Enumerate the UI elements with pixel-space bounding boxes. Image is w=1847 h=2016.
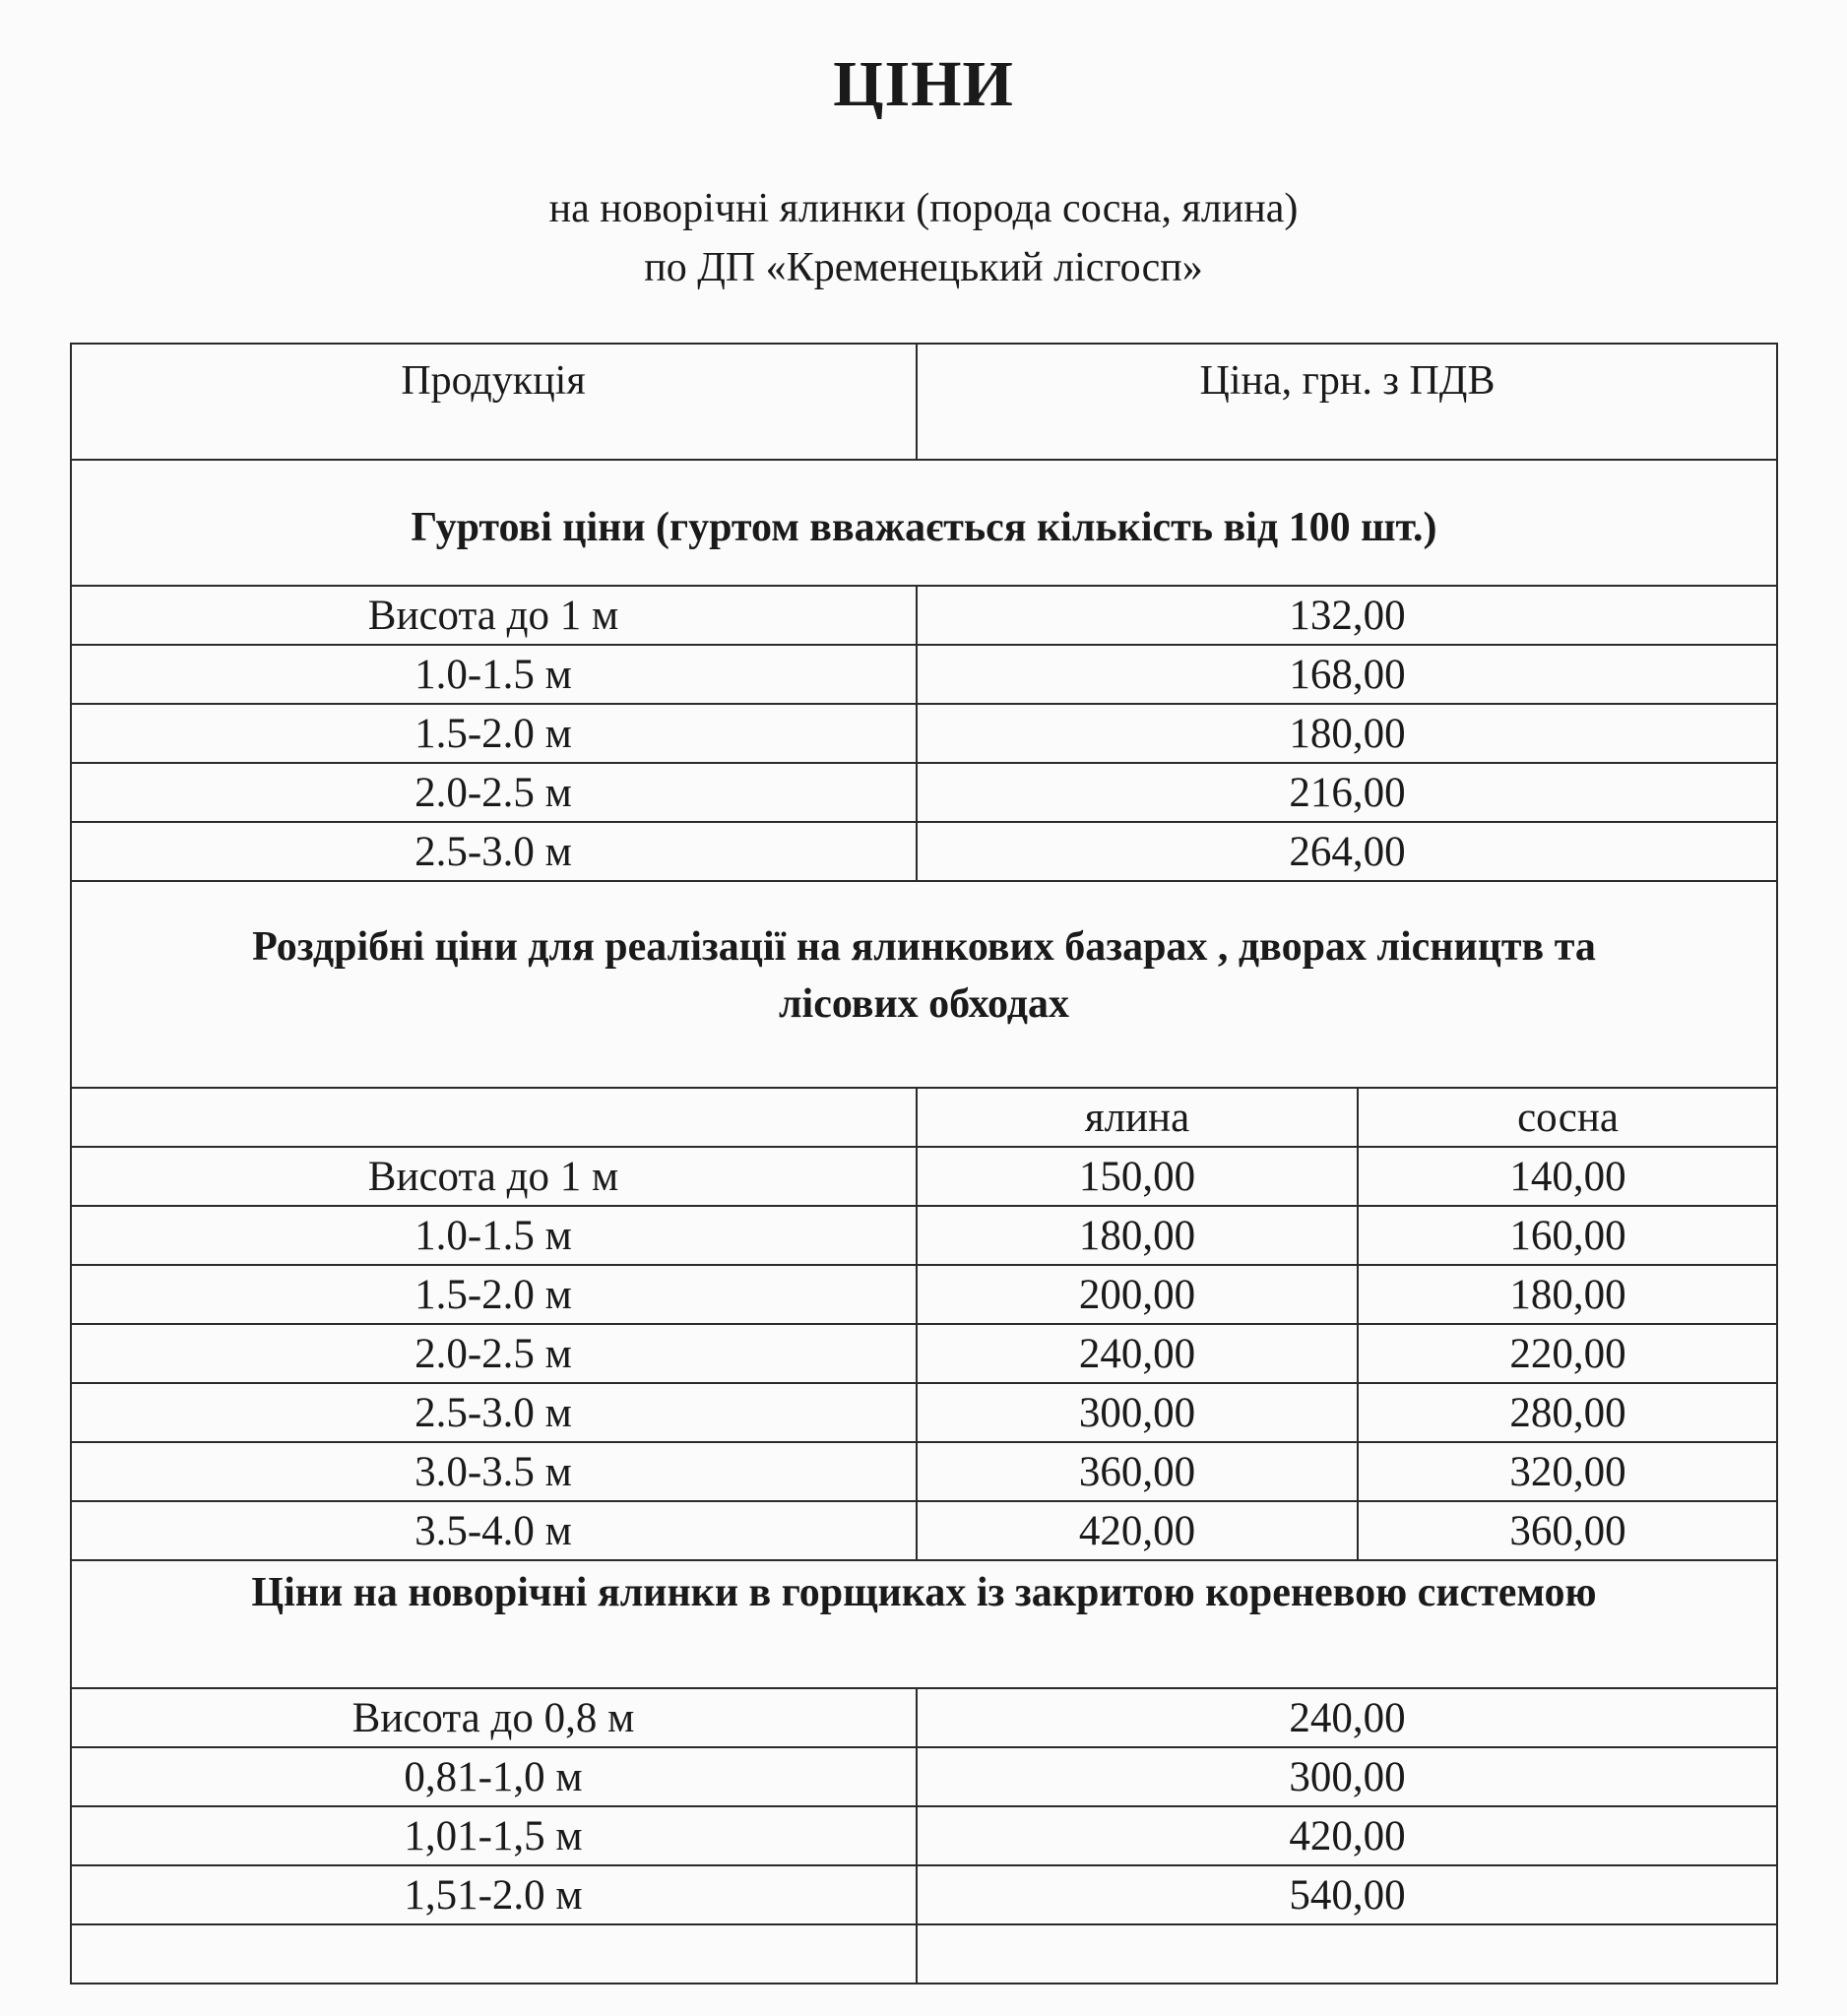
potted-height: Висота до 0,8 м — [351, 1694, 635, 1741]
potted-section-title: Ціни на новорічні ялинки в горщиках із закритою кореневою системою — [251, 1570, 1597, 1615]
potted-height: 1,51-2.0 м — [404, 1871, 583, 1919]
price-table — [70, 343, 1778, 1984]
retail-pine-price: 220,00 — [1509, 1330, 1626, 1377]
retail-spruce-price: 150,00 — [1078, 1153, 1196, 1200]
retail-spruce-price: 200,00 — [1078, 1271, 1196, 1318]
wholesale-price: 264,00 — [1289, 828, 1406, 875]
potted-price: 300,00 — [1289, 1753, 1406, 1800]
retail-pine-price: 280,00 — [1509, 1389, 1626, 1436]
retail-height: 1.5-2.0 м — [414, 1271, 572, 1318]
potted-price: 540,00 — [1289, 1871, 1406, 1919]
wholesale-height: Висота до 1 м — [367, 592, 619, 639]
retail-height: 2.0-2.5 м — [414, 1330, 572, 1377]
table-border-bottom — [70, 1983, 1778, 1984]
retail-height: Висота до 1 м — [367, 1153, 619, 1200]
subtitle-line-1: на новорічні ялинки (порода сосна, ялина) — [548, 186, 1299, 231]
retail-height: 2.5-3.0 м — [414, 1389, 572, 1436]
retail-spruce-price: 360,00 — [1078, 1448, 1196, 1495]
retail-pine-price: 140,00 — [1509, 1153, 1626, 1200]
retail-height: 3.0-3.5 м — [414, 1448, 572, 1495]
retail-pine-price: 180,00 — [1509, 1271, 1626, 1318]
column-pine: сосна — [1517, 1094, 1619, 1141]
wholesale-height: 1.5-2.0 м — [414, 710, 572, 757]
retail-pine-price: 360,00 — [1509, 1507, 1626, 1554]
wholesale-height: 1.0-1.5 м — [414, 651, 572, 698]
retail-pine-price: 320,00 — [1509, 1448, 1626, 1495]
row-divider — [70, 880, 1778, 882]
row-divider — [70, 1923, 1778, 1925]
wholesale-price: 180,00 — [1289, 710, 1406, 757]
retail-spruce-price: 300,00 — [1078, 1389, 1196, 1436]
retail-pine-price: 160,00 — [1509, 1212, 1626, 1259]
potted-price: 240,00 — [1289, 1694, 1406, 1741]
retail-height: 3.5-4.0 м — [414, 1507, 572, 1554]
retail-section-title-line-1: Роздрібні ціни для реалізації на ялинкових базарах , дворах лісництв та — [252, 924, 1596, 970]
header-product: Продукція — [401, 358, 586, 404]
potted-height: 1,01-1,5 м — [404, 1812, 583, 1859]
row-divider — [70, 1559, 1778, 1561]
wholesale-price: 132,00 — [1289, 592, 1406, 639]
potted-height: 0,81-1,0 м — [404, 1753, 583, 1800]
potted-price: 420,00 — [1289, 1812, 1406, 1859]
wholesale-price: 216,00 — [1289, 769, 1406, 816]
row-divider — [70, 459, 1778, 461]
header-price: Ціна, грн. з ПДВ — [1199, 358, 1496, 404]
wholesale-height: 2.0-2.5 м — [414, 769, 572, 816]
retail-spruce-price: 180,00 — [1078, 1212, 1196, 1259]
subtitle-line-2: по ДП «Кременецький лісгосп» — [644, 245, 1203, 290]
column-spruce: ялина — [1084, 1094, 1190, 1141]
wholesale-price: 168,00 — [1289, 651, 1406, 698]
page-title: ЦІНИ — [833, 48, 1014, 120]
retail-section-title-line-2: лісових обходах — [778, 981, 1070, 1027]
retail-height: 1.0-1.5 м — [414, 1212, 572, 1259]
wholesale-height: 2.5-3.0 м — [414, 828, 572, 875]
wholesale-section-title: Гуртові ціни (гуртом вважається кількість від 100 шт.) — [411, 505, 1437, 550]
retail-spruce-price: 240,00 — [1078, 1330, 1196, 1377]
retail-spruce-price: 420,00 — [1078, 1507, 1196, 1554]
